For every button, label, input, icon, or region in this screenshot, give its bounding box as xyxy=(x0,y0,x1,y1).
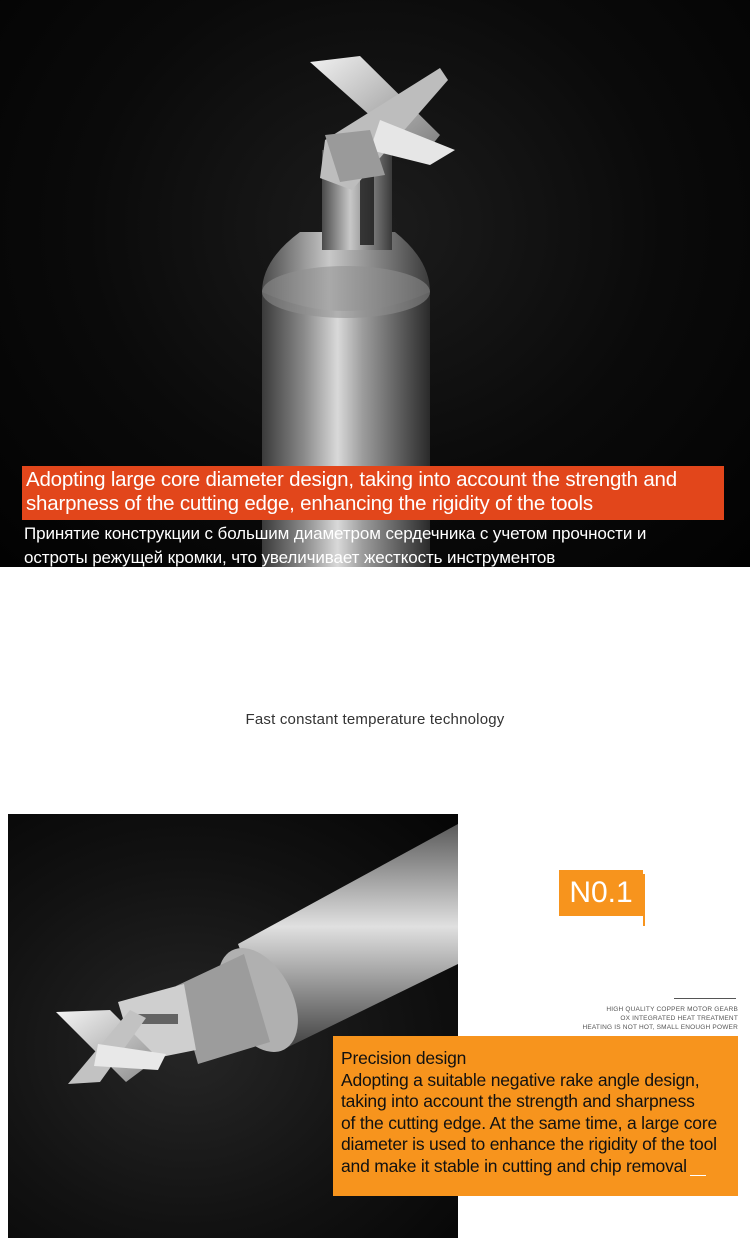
info-line-5: and make it stable in cutting and chip removal xyxy=(341,1155,687,1176)
section-title: Fast constant temperature technology xyxy=(245,711,505,728)
hero-caption-russian xyxy=(24,522,734,567)
hero-caption-english xyxy=(22,466,724,520)
hero-caption-en-line1: Adopting large core diameter design, taking into account the strength and xyxy=(26,468,677,491)
precision-design-panel xyxy=(333,1036,738,1196)
info-heading: Precision design xyxy=(341,1048,467,1068)
spec-line-3: HEATING IS NOT HOT, SMALL ENOUGH POWER xyxy=(582,1024,738,1031)
spec-line-1: HIGH QUALITY COPPER MOTOR GEARB xyxy=(606,1006,738,1013)
hero-caption-ru-line1: Принятие конструкции с большим диаметром сердечника с учетом прочности и xyxy=(24,524,647,543)
number-badge xyxy=(559,870,645,926)
info-underline-mark xyxy=(690,1175,706,1176)
spec-divider xyxy=(674,998,736,999)
hero-caption-ru-line2: остроты режущей кромки, что увеличивает жесткость инструментов xyxy=(24,548,556,567)
spec-text xyxy=(560,1005,738,1032)
info-line-1: Adopting a suitable negative rake angle design, xyxy=(341,1069,700,1090)
info-line-2: taking into account the strength and sharpness xyxy=(341,1091,695,1112)
hero-caption-en-line2: sharpness of the cutting edge, enhancing the rigidity of the tools xyxy=(26,492,593,515)
hero-product-photo xyxy=(0,0,750,567)
badge-corner-line xyxy=(643,874,645,926)
info-line-4: diameter is used to enhance the rigidity of the tool xyxy=(341,1134,717,1155)
badge-label: N0.1 xyxy=(559,870,643,916)
spec-line-2: OX INTEGRATED HEAT TREATMENT xyxy=(620,1015,738,1022)
info-line-3: of the cutting edge. At the same time, a large core xyxy=(341,1112,717,1133)
